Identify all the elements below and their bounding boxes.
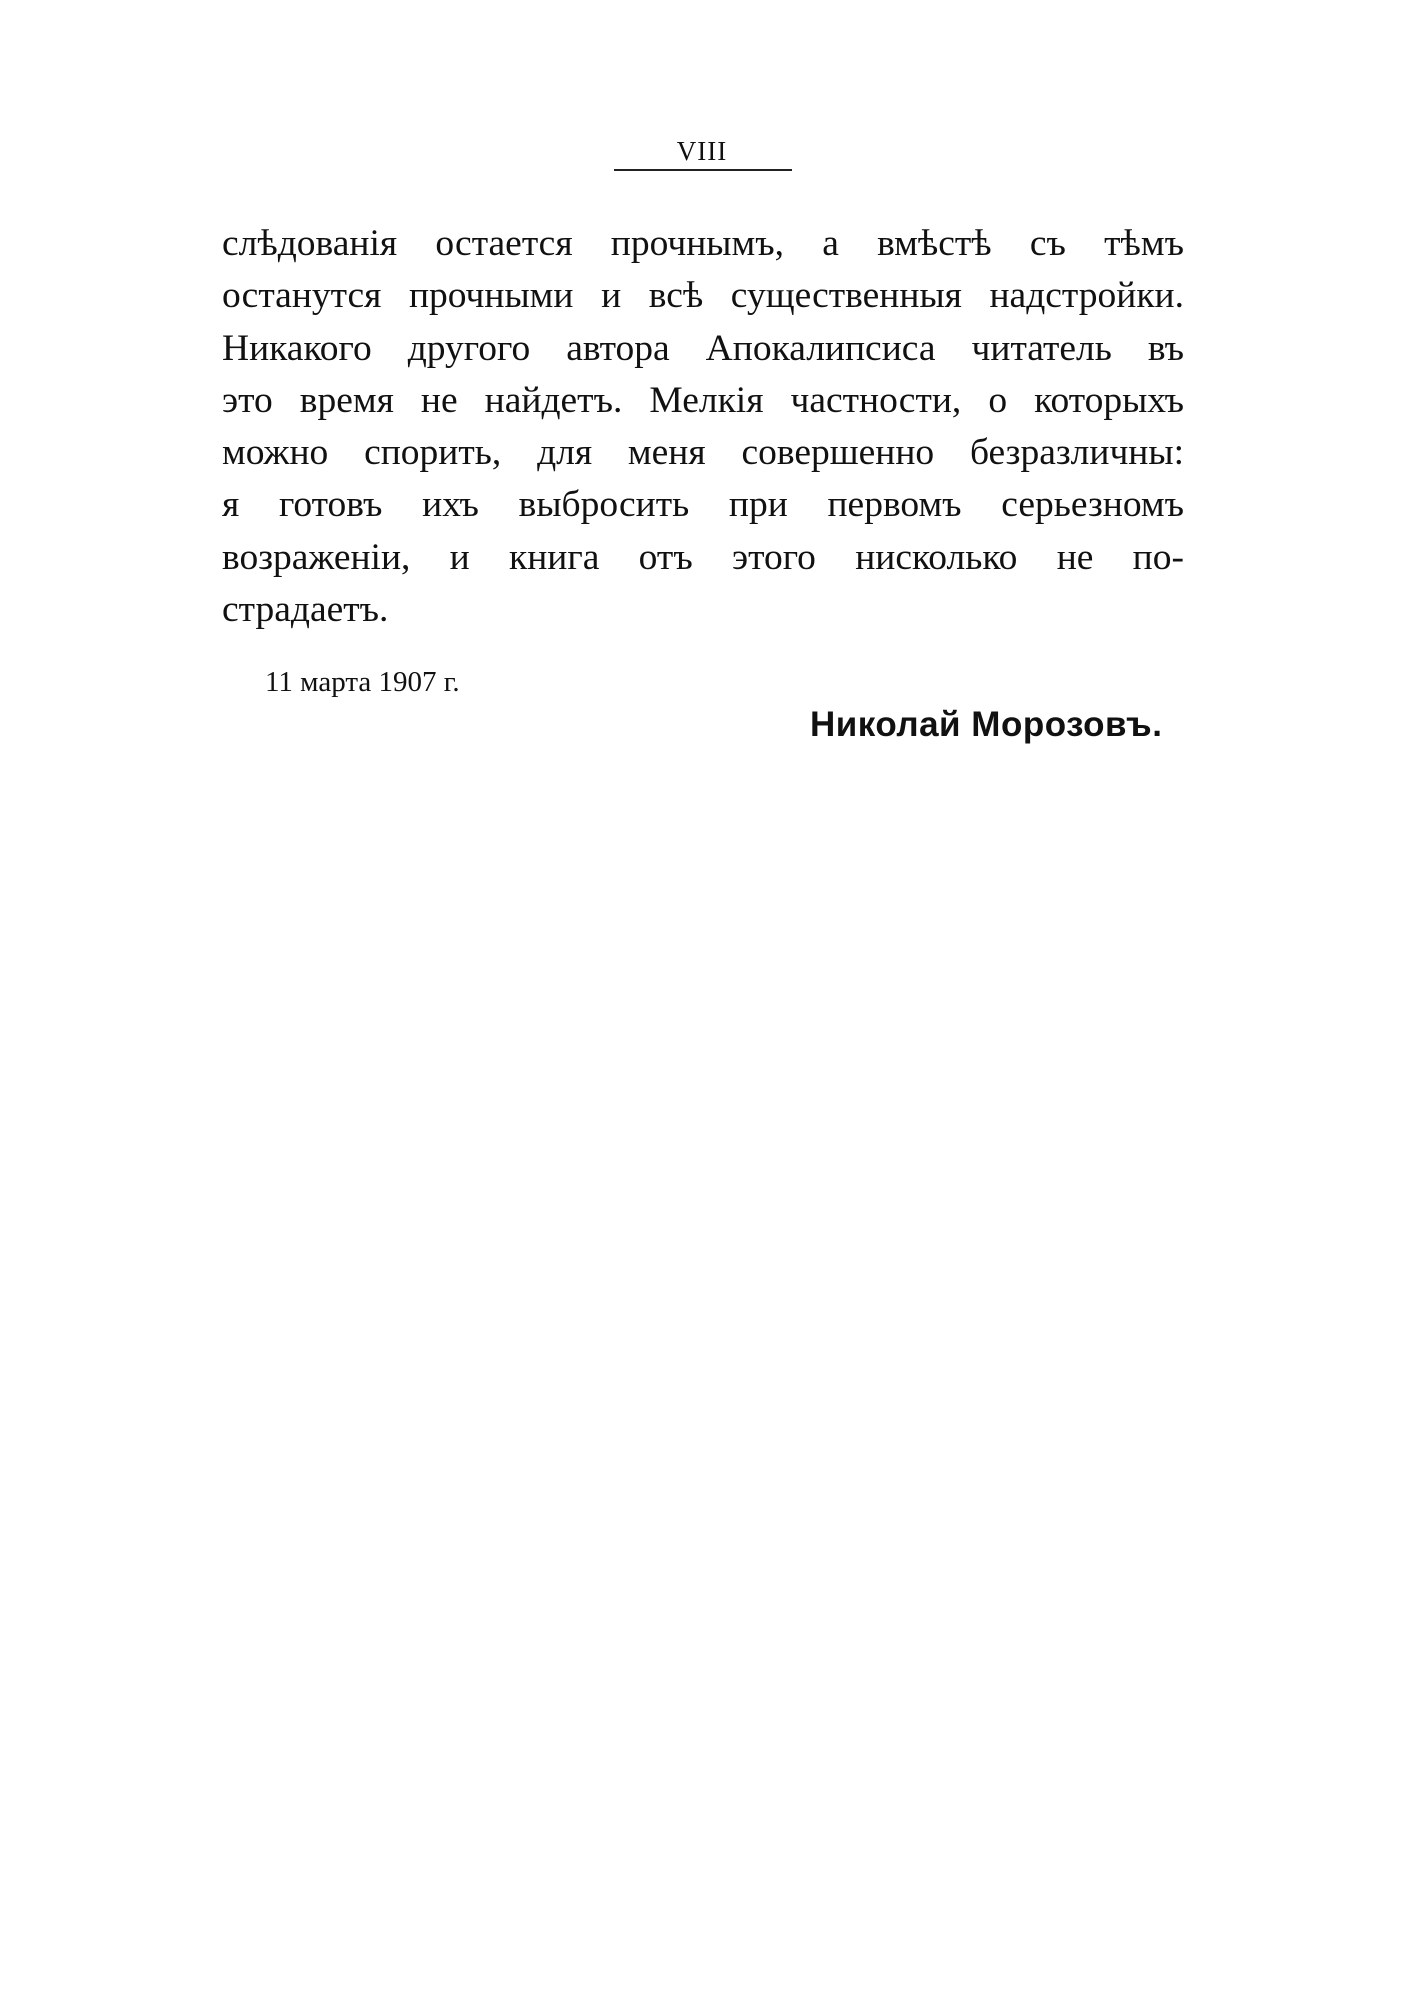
text-line: это время не найдетъ. Мелкія частности, о которыхъ xyxy=(222,379,1184,421)
author-signature: Николай Морозовъ. xyxy=(810,705,1163,744)
text-line: возраженіи, и книга отъ этого нисколько не по- xyxy=(222,536,1184,578)
text-line: можно спорить, для меня совершенно безразличны: xyxy=(222,432,1184,474)
text-line: Никакого другого автора Апокалипсиса читатель въ xyxy=(222,327,1184,369)
body-paragraph xyxy=(222,218,1184,636)
header-rule xyxy=(614,169,792,171)
text-line: останутся прочными и всѣ существенныя надстройки. xyxy=(222,275,1184,317)
text-line: слѣдованія остается прочнымъ, а вмѣстѣ съ тѣмъ xyxy=(222,223,1184,264)
page-number: VIII xyxy=(676,136,728,166)
date-line: 11 марта 1907 г. xyxy=(265,666,460,698)
text-line: страдаетъ. xyxy=(222,589,389,631)
text-line: я готовъ ихъ выбросить при первомъ серьезномъ xyxy=(222,484,1184,526)
